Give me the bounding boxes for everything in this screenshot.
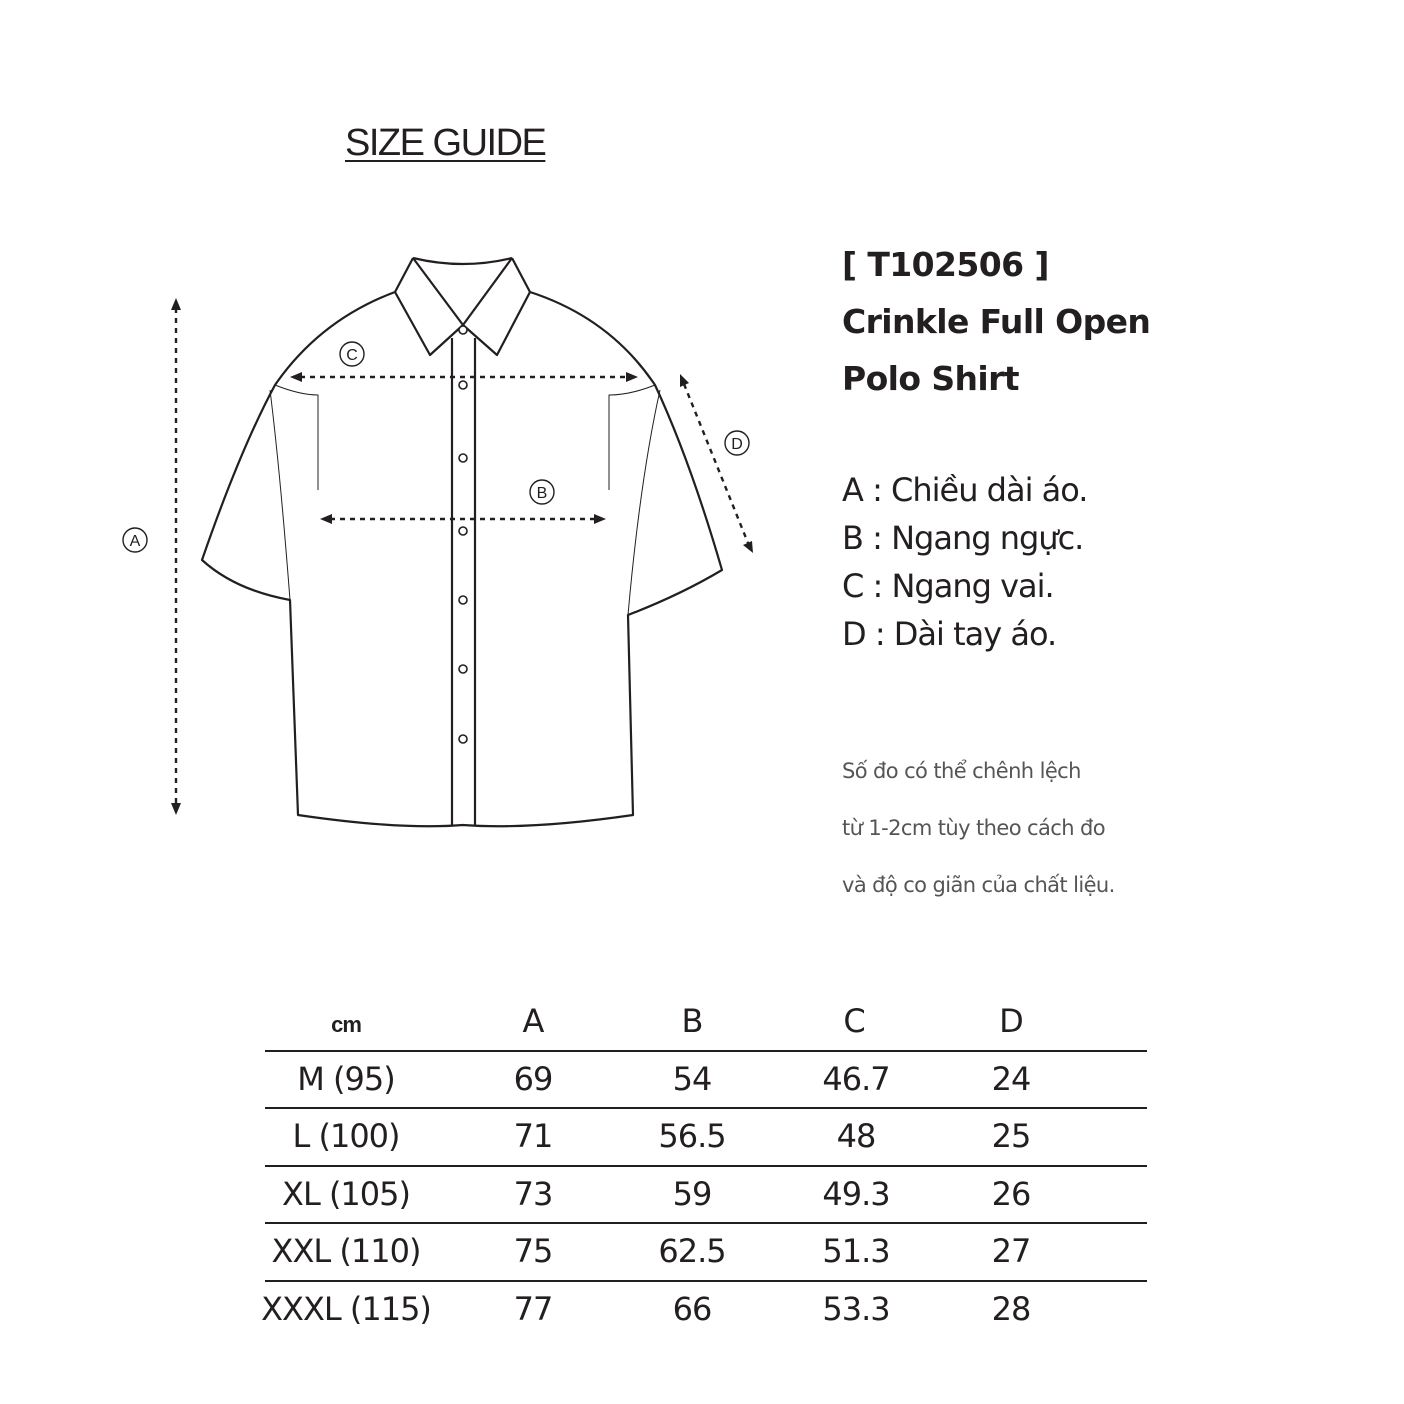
value-cell-c: 51.3 xyxy=(822,1232,890,1270)
arrowhead xyxy=(743,541,753,553)
shirt-button xyxy=(459,454,467,462)
measurement-note xyxy=(842,743,1115,914)
table-header-b: B xyxy=(681,1002,703,1040)
value-cell-a: 77 xyxy=(513,1290,553,1328)
table-header-row xyxy=(0,1000,1404,1046)
value-cell-c: 48 xyxy=(836,1117,876,1155)
note-line: từ 1-2cm tùy theo cách đo xyxy=(842,816,1105,840)
dimension-d-line xyxy=(684,384,748,543)
legend-item-a: A : Chiều dài áo. xyxy=(842,471,1088,509)
value-cell-d: 24 xyxy=(991,1060,1031,1098)
label-b: B xyxy=(536,485,548,502)
arrowhead xyxy=(171,298,181,310)
shirt-sleeve-seams xyxy=(270,385,660,615)
table-unit-header: cm xyxy=(331,1012,361,1037)
note-line: Số đo có thể chênh lệch xyxy=(842,759,1081,783)
legend-item-b: B : Ngang ngực. xyxy=(842,519,1084,557)
value-cell-c: 46.7 xyxy=(822,1060,890,1098)
size-cell: XXL (110) xyxy=(271,1232,421,1270)
table-rule xyxy=(265,1107,1147,1109)
table-rule xyxy=(265,1165,1147,1167)
arrowhead xyxy=(320,514,332,524)
product-info xyxy=(842,236,1150,407)
size-cell: M (95) xyxy=(297,1060,395,1098)
value-cell-b: 56.5 xyxy=(658,1117,726,1155)
shirt-collar xyxy=(395,258,530,355)
arrowhead xyxy=(626,372,638,382)
shirt-button xyxy=(459,527,467,535)
table-rule xyxy=(265,1280,1147,1282)
value-cell-d: 26 xyxy=(991,1175,1031,1213)
table-header-a: A xyxy=(522,1002,544,1040)
value-cell-a: 73 xyxy=(513,1175,553,1213)
table-header-d: D xyxy=(999,1002,1023,1040)
value-cell-a: 75 xyxy=(513,1232,553,1270)
measurement-legend xyxy=(842,466,1087,658)
value-cell-a: 69 xyxy=(513,1060,553,1098)
value-cell-d: 28 xyxy=(991,1290,1031,1328)
arrowhead xyxy=(290,372,302,382)
value-cell-c: 49.3 xyxy=(822,1175,890,1213)
page-title: SIZE GUIDE xyxy=(345,122,546,164)
product-code: [ T102506 ] xyxy=(842,245,1049,284)
table-row xyxy=(0,1290,1404,1347)
value-cell-b: 59 xyxy=(672,1175,712,1213)
label-a: A xyxy=(129,533,141,550)
size-cell: XXXL (115) xyxy=(261,1290,431,1328)
shirt-button xyxy=(459,735,467,743)
value-cell-a: 71 xyxy=(513,1117,553,1155)
note-line: và độ co giãn của chất liệu. xyxy=(842,873,1115,897)
label-d: D xyxy=(731,436,743,453)
arrowhead xyxy=(594,514,606,524)
shirt-button xyxy=(459,326,467,334)
table-header-c: C xyxy=(843,1002,865,1040)
shirt-placket xyxy=(452,338,475,825)
legend-item-c: C : Ngang vai. xyxy=(842,567,1054,605)
value-cell-d: 25 xyxy=(991,1117,1031,1155)
product-name-line2: Polo Shirt xyxy=(842,359,1019,398)
legend-item-d: D : Dài tay áo. xyxy=(842,615,1057,653)
size-cell: XL (105) xyxy=(282,1175,410,1213)
shirt-button xyxy=(459,596,467,604)
product-name-line1: Crinkle Full Open xyxy=(842,302,1151,341)
value-cell-c: 53.3 xyxy=(822,1290,890,1328)
value-cell-b: 54 xyxy=(672,1060,712,1098)
value-cell-b: 66 xyxy=(672,1290,712,1328)
arrowhead xyxy=(171,803,181,815)
size-cell: L (100) xyxy=(292,1117,400,1155)
table-rule xyxy=(265,1222,1147,1224)
label-c: C xyxy=(346,347,358,364)
value-cell-d: 27 xyxy=(991,1232,1031,1270)
shirt-button xyxy=(459,665,467,673)
value-cell-b: 62.5 xyxy=(658,1232,726,1270)
shirt-button xyxy=(459,381,467,389)
table-rule xyxy=(265,1050,1147,1052)
